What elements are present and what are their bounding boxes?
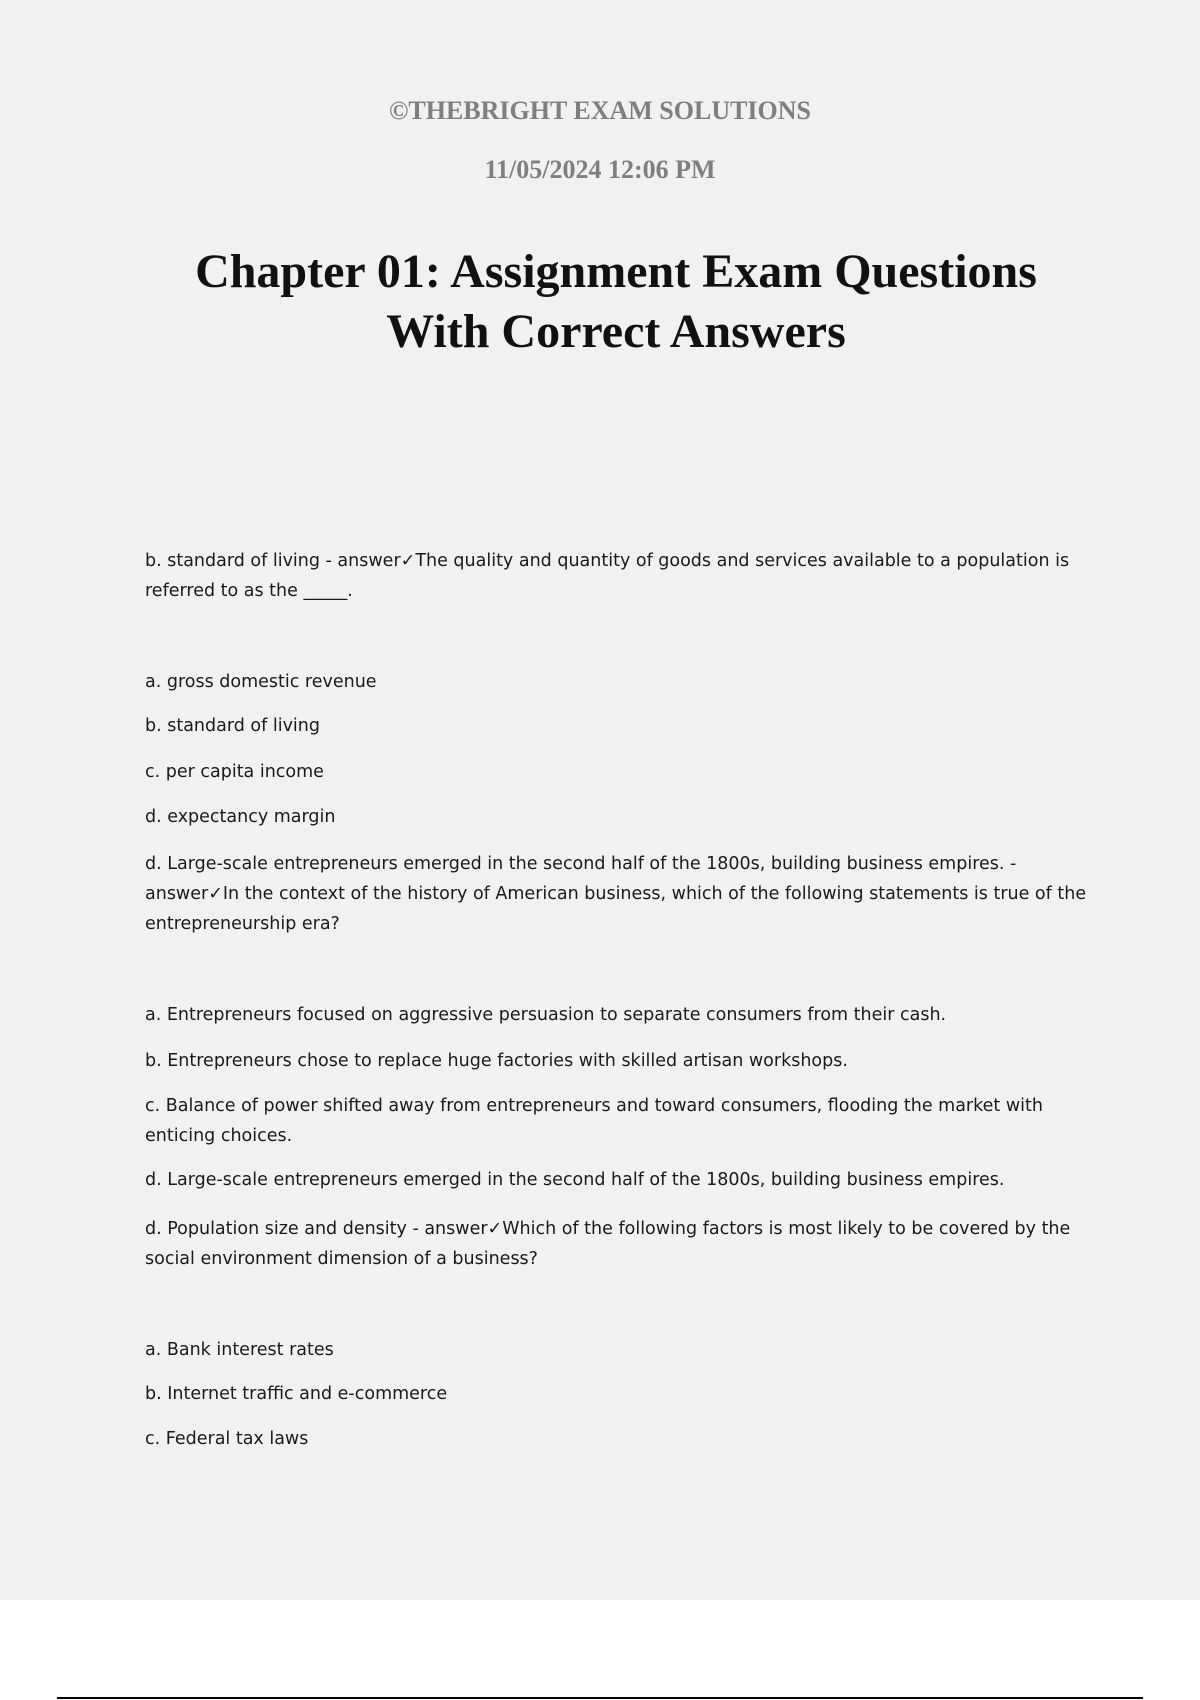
question-1-option-a: a. gross domestic revenue: [145, 672, 377, 692]
question-1-answer: b. standard of living - answer: [145, 551, 401, 571]
question-2-answer-block: [145, 849, 1095, 939]
question-1-option-c: c. per capita income: [145, 762, 324, 782]
question-2-option-c: c. Balance of power shifted away from entrepreneurs and toward consumers, flooding the market with enticing choices.: [145, 1096, 1043, 1146]
checkmark-icon: ✓: [487, 1219, 503, 1239]
checkmark-icon: ✓: [208, 884, 223, 904]
title-line-1: Chapter 01: Assignment Exam Questions: [195, 245, 1037, 298]
title-line-2: With Correct Answers: [386, 305, 846, 358]
question-2-option-b: b. Entrepreneurs chose to replace huge factories with skilled artisan workshops.: [145, 1051, 848, 1071]
checkmark-icon: ✓: [400, 551, 416, 571]
question-1-answer-block: [145, 546, 1095, 606]
question-3-option-c: c. Federal tax laws: [145, 1429, 309, 1449]
copyright-header: ©THEBRIGHT EXAM SOLUTIONS: [388, 96, 812, 125]
question-1-option-d: d. expectancy margin: [145, 807, 336, 827]
question-2-answer: d. Large-scale entrepreneurs emerged in the second half of the 1800s, building business empires. - answer: [145, 854, 1017, 904]
question-3-answer: d. Population size and density - answer: [145, 1219, 488, 1239]
question-2-option-d: d. Large-scale entrepreneurs emerged in the second half of the 1800s, building business empires.: [145, 1170, 1005, 1190]
question-1-option-b: b. standard of living: [145, 716, 320, 736]
question-1-text: The quality and quantity of goods and services available to a population is referred to as the _____.: [145, 551, 1070, 601]
question-2-text: In the context of the history of American business, which of the following statements is true of the entrepreneurship era?: [145, 884, 1087, 934]
question-3-answer-block: [145, 1214, 1095, 1274]
document-title: [0, 242, 1200, 362]
footer-divider: [57, 1697, 1143, 1699]
question-3-text: Which of the following factors is most likely to be covered by the social environment dimension of a business?: [145, 1219, 1071, 1269]
date-time-header: 11/05/2024 12:06 PM: [484, 155, 716, 184]
question-3-option-a: a. Bank interest rates: [145, 1340, 334, 1360]
question-2-option-a: a. Entrepreneurs focused on aggressive persuasion to separate consumers from their cash.: [145, 1005, 947, 1025]
question-3-option-b: b. Internet traffic and e-commerce: [145, 1384, 448, 1404]
